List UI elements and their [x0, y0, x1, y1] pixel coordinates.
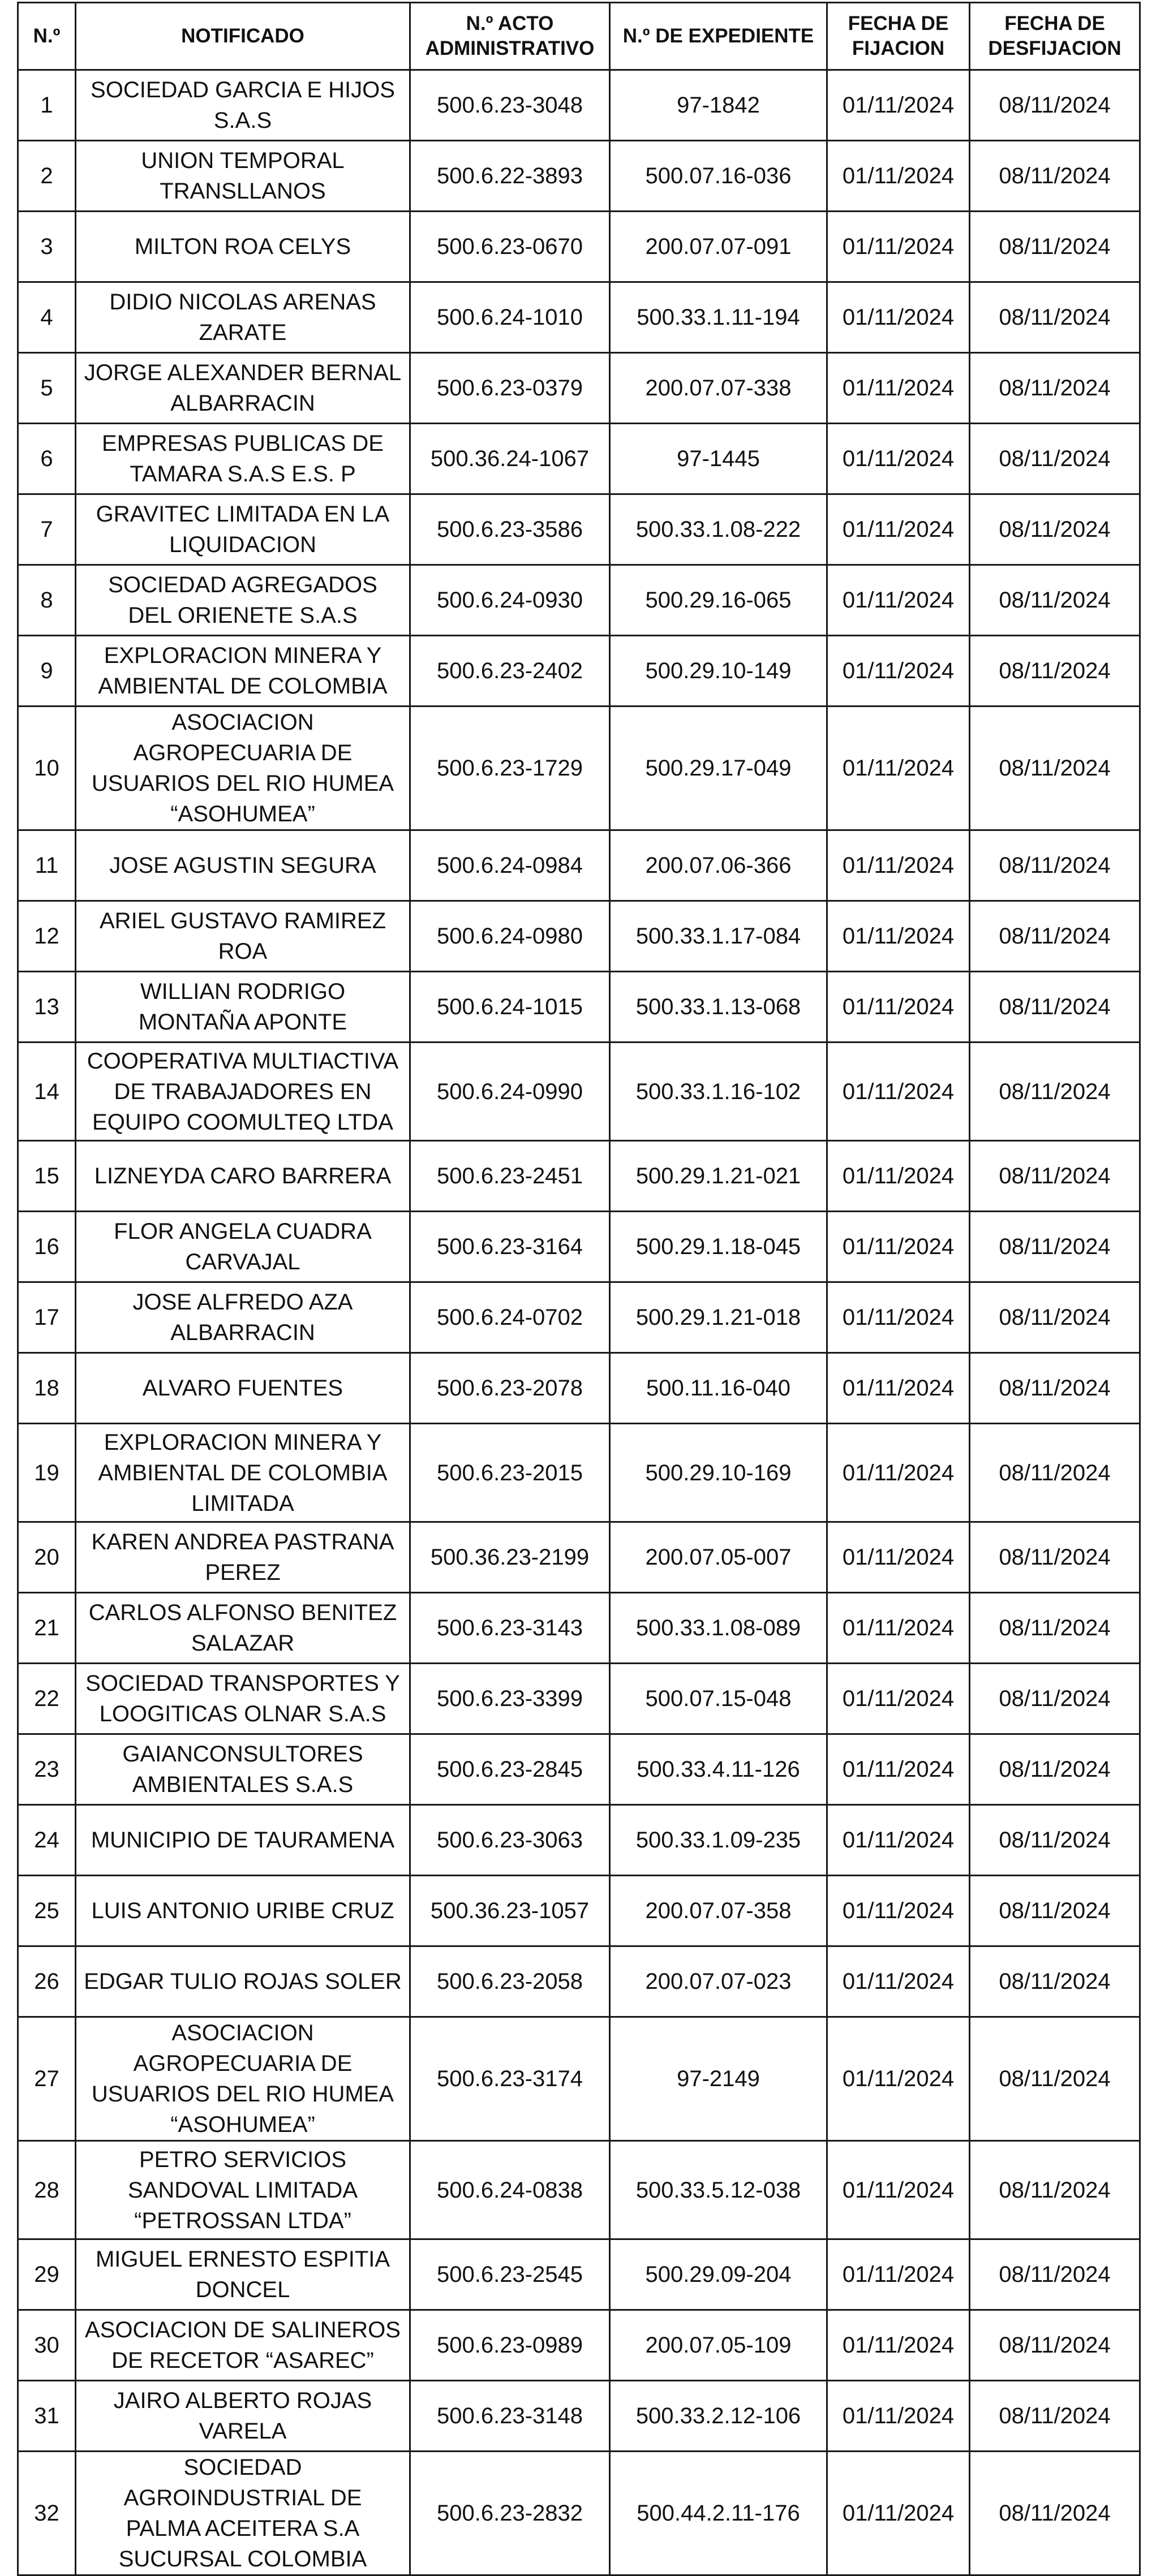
row-number: 29	[18, 2239, 76, 2310]
acto-administrativo: 500.6.23-0670	[410, 212, 610, 282]
fecha-desfijacion: 08/11/2024	[970, 1353, 1140, 1424]
notificado-name: FLOR ANGELA CUADRA CARVAJAL	[76, 1212, 410, 1282]
fecha-desfijacion: 08/11/2024	[970, 2141, 1140, 2239]
row-number: 21	[18, 1593, 76, 1664]
row-number: 10	[18, 707, 76, 830]
row-number: 2	[18, 141, 76, 212]
row-number: 3	[18, 212, 76, 282]
fecha-fijacion: 01/11/2024	[827, 2310, 970, 2381]
fecha-desfijacion: 08/11/2024	[970, 212, 1140, 282]
acto-administrativo: 500.36.23-2199	[410, 1522, 610, 1593]
table-row	[18, 2381, 1140, 2452]
fecha-desfijacion: 08/11/2024	[970, 1946, 1140, 2017]
expediente-number: 500.33.1.11-194	[610, 282, 827, 353]
row-number: 9	[18, 636, 76, 707]
row-number: 26	[18, 1946, 76, 2017]
fecha-desfijacion: 08/11/2024	[970, 972, 1140, 1043]
row-number: 17	[18, 1282, 76, 1353]
expediente-number: 200.07.05-109	[610, 2310, 827, 2381]
table-row	[18, 1593, 1140, 1664]
notificado-name: SOCIEDAD TRANSPORTES Y LOOGITICAS OLNAR S.A.S	[76, 1664, 410, 1734]
fecha-desfijacion: 08/11/2024	[970, 1734, 1140, 1805]
fecha-desfijacion: 08/11/2024	[970, 636, 1140, 707]
notificado-name: ASOCIACION DE SALINEROS DE RECETOR “ASAREC”	[76, 2310, 410, 2381]
fecha-desfijacion: 08/11/2024	[970, 2310, 1140, 2381]
header-number: N.º	[18, 3, 76, 70]
expediente-number: 200.07.07-091	[610, 212, 827, 282]
row-number: 27	[18, 2017, 76, 2141]
table-row	[18, 1805, 1140, 1876]
acto-administrativo: 500.6.24-1010	[410, 282, 610, 353]
fecha-fijacion: 01/11/2024	[827, 707, 970, 830]
table-row	[18, 1946, 1140, 2017]
fecha-fijacion: 01/11/2024	[827, 70, 970, 141]
acto-administrativo: 500.6.23-3586	[410, 494, 610, 565]
acto-administrativo: 500.6.23-0989	[410, 2310, 610, 2381]
row-number: 19	[18, 1424, 76, 1522]
acto-administrativo: 500.6.23-3399	[410, 1664, 610, 1734]
table-body	[18, 70, 1140, 2575]
table-row	[18, 1282, 1140, 1353]
row-number: 13	[18, 972, 76, 1043]
table-row	[18, 1141, 1140, 1212]
table-row	[18, 1664, 1140, 1734]
table-row	[18, 1522, 1140, 1593]
notificado-name: LUIS ANTONIO URIBE CRUZ	[76, 1876, 410, 1946]
fecha-fijacion: 01/11/2024	[827, 494, 970, 565]
acto-administrativo: 500.36.24-1067	[410, 424, 610, 494]
fecha-fijacion: 01/11/2024	[827, 1282, 970, 1353]
acto-administrativo: 500.6.23-2832	[410, 2452, 610, 2575]
fecha-fijacion: 01/11/2024	[827, 2141, 970, 2239]
fecha-fijacion: 01/11/2024	[827, 1734, 970, 1805]
notificado-name: PETRO SERVICIOS SANDOVAL LIMITADA “PETROSSAN LTDA”	[76, 2141, 410, 2239]
notificado-name: MILTON ROA CELYS	[76, 212, 410, 282]
row-number: 31	[18, 2381, 76, 2452]
table-row	[18, 1876, 1140, 1946]
expediente-number: 500.29.09-204	[610, 2239, 827, 2310]
table-row	[18, 1424, 1140, 1522]
table-row	[18, 830, 1140, 901]
notificado-name: UNION TEMPORAL TRANSLLANOS	[76, 141, 410, 212]
table-row	[18, 1043, 1140, 1141]
fecha-desfijacion: 08/11/2024	[970, 830, 1140, 901]
expediente-number: 500.29.10-169	[610, 1424, 827, 1522]
row-number: 18	[18, 1353, 76, 1424]
notificado-name: MIGUEL ERNESTO ESPITIA DONCEL	[76, 2239, 410, 2310]
fecha-fijacion: 01/11/2024	[827, 1212, 970, 1282]
notificado-name: EDGAR TULIO ROJAS SOLER	[76, 1946, 410, 2017]
row-number: 16	[18, 1212, 76, 1282]
fecha-fijacion: 01/11/2024	[827, 1141, 970, 1212]
fecha-desfijacion: 08/11/2024	[970, 353, 1140, 424]
acto-administrativo: 500.6.24-0930	[410, 565, 610, 636]
acto-administrativo: 500.6.23-2451	[410, 1141, 610, 1212]
fecha-desfijacion: 08/11/2024	[970, 2452, 1140, 2575]
expediente-number: 200.07.07-358	[610, 1876, 827, 1946]
fecha-fijacion: 01/11/2024	[827, 1522, 970, 1593]
notificado-name: ASOCIACION AGROPECUARIA DE USUARIOS DEL RIO HUMEA “ASOHUMEA”	[76, 2017, 410, 2141]
acto-administrativo: 500.6.24-0702	[410, 1282, 610, 1353]
row-number: 32	[18, 2452, 76, 2575]
row-number: 28	[18, 2141, 76, 2239]
fecha-fijacion: 01/11/2024	[827, 2381, 970, 2452]
expediente-number: 500.29.1.21-021	[610, 1141, 827, 1212]
table-row	[18, 636, 1140, 707]
notificado-name: EXPLORACION MINERA Y AMBIENTAL DE COLOMBIA LIMITADA	[76, 1424, 410, 1522]
fecha-fijacion: 01/11/2024	[827, 212, 970, 282]
fecha-fijacion: 01/11/2024	[827, 901, 970, 972]
fecha-desfijacion: 08/11/2024	[970, 70, 1140, 141]
table-row	[18, 1353, 1140, 1424]
expediente-number: 500.33.4.11-126	[610, 1734, 827, 1805]
fecha-desfijacion: 08/11/2024	[970, 1522, 1140, 1593]
fecha-desfijacion: 08/11/2024	[970, 1424, 1140, 1522]
expediente-number: 500.33.1.17-084	[610, 901, 827, 972]
table-header-row	[18, 3, 1140, 70]
header-notificado: NOTIFICADO	[76, 3, 410, 70]
row-number: 25	[18, 1876, 76, 1946]
expediente-number: 500.29.16-065	[610, 565, 827, 636]
table-row	[18, 2452, 1140, 2575]
table-row	[18, 901, 1140, 972]
fecha-fijacion: 01/11/2024	[827, 1353, 970, 1424]
fecha-fijacion: 01/11/2024	[827, 1805, 970, 1876]
fecha-desfijacion: 08/11/2024	[970, 424, 1140, 494]
expediente-number: 500.33.1.08-089	[610, 1593, 827, 1664]
header-acto-administrativo: N.º ACTO ADMINISTRATIVO	[410, 3, 610, 70]
notificado-name: KAREN ANDREA PASTRANA PEREZ	[76, 1522, 410, 1593]
notificado-name: DIDIO NICOLAS ARENAS ZARATE	[76, 282, 410, 353]
row-number: 20	[18, 1522, 76, 1593]
notificado-name: MUNICIPIO DE TAURAMENA	[76, 1805, 410, 1876]
table-row	[18, 1212, 1140, 1282]
expediente-number: 500.33.1.09-235	[610, 1805, 827, 1876]
row-number: 14	[18, 1043, 76, 1141]
fecha-fijacion: 01/11/2024	[827, 636, 970, 707]
fecha-desfijacion: 08/11/2024	[970, 1282, 1140, 1353]
notificado-name: ALVARO FUENTES	[76, 1353, 410, 1424]
row-number: 6	[18, 424, 76, 494]
fecha-fijacion: 01/11/2024	[827, 1664, 970, 1734]
expediente-number: 500.29.1.18-045	[610, 1212, 827, 1282]
row-number: 7	[18, 494, 76, 565]
expediente-number: 97-1445	[610, 424, 827, 494]
fecha-fijacion: 01/11/2024	[827, 282, 970, 353]
header-expediente: N.º DE EXPEDIENTE	[610, 3, 827, 70]
table-row	[18, 212, 1140, 282]
fecha-desfijacion: 08/11/2024	[970, 1876, 1140, 1946]
fecha-fijacion: 01/11/2024	[827, 830, 970, 901]
row-number: 4	[18, 282, 76, 353]
acto-administrativo: 500.6.24-0990	[410, 1043, 610, 1141]
fecha-desfijacion: 08/11/2024	[970, 565, 1140, 636]
acto-administrativo: 500.6.23-3143	[410, 1593, 610, 1664]
acto-administrativo: 500.6.23-3148	[410, 2381, 610, 2452]
acto-administrativo: 500.6.22-3893	[410, 141, 610, 212]
fecha-desfijacion: 08/11/2024	[970, 1664, 1140, 1734]
row-number: 11	[18, 830, 76, 901]
fecha-desfijacion: 08/11/2024	[970, 141, 1140, 212]
expediente-number: 500.11.16-040	[610, 1353, 827, 1424]
acto-administrativo: 500.6.23-3048	[410, 70, 610, 141]
fecha-desfijacion: 08/11/2024	[970, 901, 1140, 972]
fecha-fijacion: 01/11/2024	[827, 1424, 970, 1522]
fecha-fijacion: 01/11/2024	[827, 972, 970, 1043]
fecha-fijacion: 01/11/2024	[827, 2017, 970, 2141]
acto-administrativo: 500.6.23-3164	[410, 1212, 610, 1282]
table-row	[18, 565, 1140, 636]
notificado-name: LIZNEYDA CARO BARRERA	[76, 1141, 410, 1212]
acto-administrativo: 500.6.23-2545	[410, 2239, 610, 2310]
table-row	[18, 494, 1140, 565]
notificado-name: EXPLORACION MINERA Y AMBIENTAL DE COLOMBIA	[76, 636, 410, 707]
notificado-name: SOCIEDAD AGREGADOS DEL ORIENETE S.A.S	[76, 565, 410, 636]
notificado-name: GAIANCONSULTORES AMBIENTALES S.A.S	[76, 1734, 410, 1805]
row-number: 15	[18, 1141, 76, 1212]
expediente-number: 200.07.05-007	[610, 1522, 827, 1593]
notificado-name: GRAVITEC LIMITADA EN LA LIQUIDACION	[76, 494, 410, 565]
fecha-desfijacion: 08/11/2024	[970, 494, 1140, 565]
fecha-fijacion: 01/11/2024	[827, 353, 970, 424]
table-row	[18, 2239, 1140, 2310]
expediente-number: 200.07.07-023	[610, 1946, 827, 2017]
header-fecha-fijacion: FECHA DE FIJACION	[827, 3, 970, 70]
row-number: 8	[18, 565, 76, 636]
table-row	[18, 972, 1140, 1043]
table-row	[18, 70, 1140, 141]
expediente-number: 97-1842	[610, 70, 827, 141]
row-number: 5	[18, 353, 76, 424]
row-number: 1	[18, 70, 76, 141]
notificado-name: JOSE ALFREDO AZA ALBARRACIN	[76, 1282, 410, 1353]
notificado-name: CARLOS ALFONSO BENITEZ SALAZAR	[76, 1593, 410, 1664]
acto-administrativo: 500.6.23-3174	[410, 2017, 610, 2141]
fecha-desfijacion: 08/11/2024	[970, 1043, 1140, 1141]
table-row	[18, 353, 1140, 424]
notificado-name: JOSE AGUSTIN SEGURA	[76, 830, 410, 901]
acto-administrativo: 500.36.23-1057	[410, 1876, 610, 1946]
fecha-desfijacion: 08/11/2024	[970, 2381, 1140, 2452]
notificado-name: ARIEL GUSTAVO RAMIREZ ROA	[76, 901, 410, 972]
fecha-fijacion: 01/11/2024	[827, 1946, 970, 2017]
expediente-number: 97-2149	[610, 2017, 827, 2141]
notification-table	[17, 2, 1141, 2576]
expediente-number: 500.33.1.13-068	[610, 972, 827, 1043]
fecha-desfijacion: 08/11/2024	[970, 707, 1140, 830]
expediente-number: 500.33.5.12-038	[610, 2141, 827, 2239]
acto-administrativo: 500.6.23-2402	[410, 636, 610, 707]
expediente-number: 500.33.1.16-102	[610, 1043, 827, 1141]
row-number: 22	[18, 1664, 76, 1734]
acto-administrativo: 500.6.23-3063	[410, 1805, 610, 1876]
expediente-number: 500.29.1.21-018	[610, 1282, 827, 1353]
notificado-name: WILLIAN RODRIGO MONTAÑA APONTE	[76, 972, 410, 1043]
table-row	[18, 141, 1140, 212]
row-number: 24	[18, 1805, 76, 1876]
fecha-desfijacion: 08/11/2024	[970, 1593, 1140, 1664]
fecha-desfijacion: 08/11/2024	[970, 1212, 1140, 1282]
table-row	[18, 424, 1140, 494]
table-row	[18, 282, 1140, 353]
table-row	[18, 707, 1140, 830]
fecha-fijacion: 01/11/2024	[827, 1043, 970, 1141]
fecha-fijacion: 01/11/2024	[827, 2239, 970, 2310]
row-number: 30	[18, 2310, 76, 2381]
expediente-number: 500.07.15-048	[610, 1664, 827, 1734]
fecha-fijacion: 01/11/2024	[827, 424, 970, 494]
acto-administrativo: 500.6.23-2058	[410, 1946, 610, 2017]
fecha-fijacion: 01/11/2024	[827, 2452, 970, 2575]
notificado-name: SOCIEDAD GARCIA E HIJOS S.A.S	[76, 70, 410, 141]
fecha-desfijacion: 08/11/2024	[970, 2017, 1140, 2141]
expediente-number: 500.33.2.12-106	[610, 2381, 827, 2452]
acto-administrativo: 500.6.24-0984	[410, 830, 610, 901]
expediente-number: 200.07.06-366	[610, 830, 827, 901]
table-row	[18, 1734, 1140, 1805]
table-row	[18, 2017, 1140, 2141]
acto-administrativo: 500.6.23-2015	[410, 1424, 610, 1522]
acto-administrativo: 500.6.24-0838	[410, 2141, 610, 2239]
header-fecha-desfijacion: FECHA DE DESFIJACION	[970, 3, 1140, 70]
fecha-fijacion: 01/11/2024	[827, 141, 970, 212]
acto-administrativo: 500.6.23-1729	[410, 707, 610, 830]
fecha-fijacion: 01/11/2024	[827, 1876, 970, 1946]
expediente-number: 500.29.17-049	[610, 707, 827, 830]
row-number: 12	[18, 901, 76, 972]
expediente-number: 500.44.2.11-176	[610, 2452, 827, 2575]
row-number: 23	[18, 1734, 76, 1805]
fecha-desfijacion: 08/11/2024	[970, 1805, 1140, 1876]
notificado-name: JAIRO ALBERTO ROJAS VARELA	[76, 2381, 410, 2452]
fecha-desfijacion: 08/11/2024	[970, 1141, 1140, 1212]
acto-administrativo: 500.6.23-0379	[410, 353, 610, 424]
notificado-name: SOCIEDAD AGROINDUSTRIAL DE PALMA ACEITERA S.A SUCURSAL COLOMBIA	[76, 2452, 410, 2575]
acto-administrativo: 500.6.23-2845	[410, 1734, 610, 1805]
fecha-desfijacion: 08/11/2024	[970, 2239, 1140, 2310]
expediente-number: 500.07.16-036	[610, 141, 827, 212]
notificado-name: EMPRESAS PUBLICAS DE TAMARA S.A.S E.S. P	[76, 424, 410, 494]
acto-administrativo: 500.6.24-1015	[410, 972, 610, 1043]
table-row	[18, 2141, 1140, 2239]
notificado-name: JORGE ALEXANDER BERNAL ALBARRACIN	[76, 353, 410, 424]
fecha-desfijacion: 08/11/2024	[970, 282, 1140, 353]
notificado-name: ASOCIACION AGROPECUARIA DE USUARIOS DEL RIO HUMEA “ASOHUMEA”	[76, 707, 410, 830]
fecha-fijacion: 01/11/2024	[827, 1593, 970, 1664]
acto-administrativo: 500.6.23-2078	[410, 1353, 610, 1424]
notificado-name: COOPERATIVA MULTIACTIVA DE TRABAJADORES EN EQUIPO COOMULTEQ LTDA	[76, 1043, 410, 1141]
fecha-fijacion: 01/11/2024	[827, 565, 970, 636]
acto-administrativo: 500.6.24-0980	[410, 901, 610, 972]
expediente-number: 500.29.10-149	[610, 636, 827, 707]
expediente-number: 200.07.07-338	[610, 353, 827, 424]
expediente-number: 500.33.1.08-222	[610, 494, 827, 565]
table-row	[18, 2310, 1140, 2381]
